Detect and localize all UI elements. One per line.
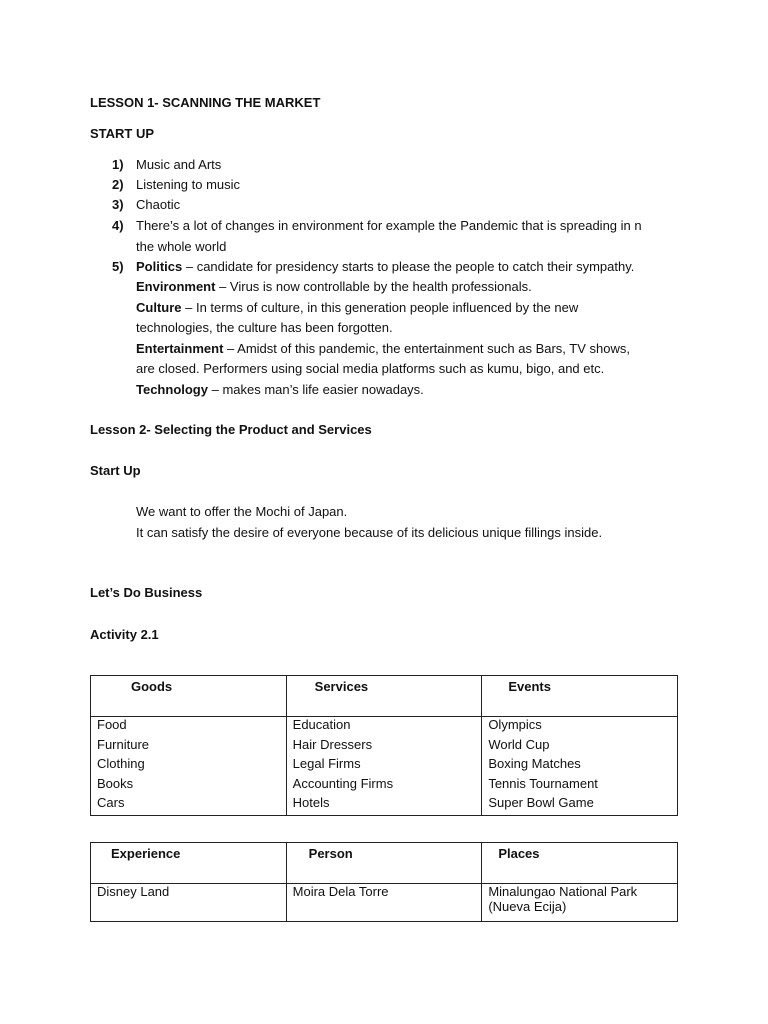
table-cell: Furniture [91,737,287,757]
table-cell: Moira Dela Torre [286,884,482,922]
technology-line [136,382,424,398]
lesson2-startup-heading: Start Up [90,463,141,478]
culture-label: Culture [136,300,182,315]
table-cell: Legal Firms [286,756,482,776]
table-cell: Boxing Matches [482,756,678,776]
table-cell: Food [91,717,287,737]
table-cell: World Cup [482,737,678,757]
table-cell: Education [286,717,482,737]
list-item: Chaotic [136,197,181,212]
table-cell-places [482,884,678,922]
table-header-row [91,676,678,717]
environment-line [136,279,532,295]
table-cell: Hotels [286,795,482,815]
table-cell: Accounting Firms [286,776,482,796]
list-number: 1) [112,157,124,172]
table-cell: Clothing [91,756,287,776]
lesson1-title: LESSON 1- SCANNING THE MARKET [90,95,321,110]
entertainment-line [136,341,630,357]
place-location: (Nueva Ecija) [488,899,567,914]
place-name: Minalungao National Park [488,884,638,899]
table-cell: Books [91,776,287,796]
politics-text: – candidate for presidency starts to please the people to catch their sympathy. [182,259,635,274]
list-number: 2) [112,177,124,192]
environment-label: Environment [136,279,216,294]
table-row [91,795,678,815]
table-cell: Hair Dressers [286,737,482,757]
lesson2-title: Lesson 2- Selecting the Product and Services [90,422,372,437]
header-goods: Goods [91,676,287,717]
list-item-continuation: the whole world [136,239,227,254]
header-services: Services [286,676,482,717]
environment-text: – Virus is now controllable by the health professionals. [215,279,532,294]
lesson1-startup-heading: START UP [90,126,155,141]
entertainment-text: – Amidst of this pandemic, the entertainment such as Bars, TV shows, [223,341,630,356]
list-item: There’s a lot of changes in environment for example the Pandemic that is spreading in n [136,218,642,233]
list-number: 5) [112,259,124,274]
table-cell: Disney Land [91,884,287,922]
lets-do-business-heading: Let’s Do Business [90,585,203,600]
paragraph: We want to offer the Mochi of Japan. [136,504,348,519]
activity-table-experience-person-places [90,842,678,922]
header-places: Places [482,843,678,884]
entertainment-continuation: are closed. Performers using social media platforms such as kumu, bigo, and etc. [136,361,605,376]
table-row [91,884,678,922]
paragraph: It can satisfy the desire of everyone because of its delicious unique fillings inside. [136,525,603,540]
table-row [91,737,678,757]
table-cell: Super Bowl Game [482,795,678,815]
header-events: Events [482,676,678,717]
activity-heading: Activity 2.1 [90,627,159,642]
list-number: 4) [112,218,124,233]
table-cell: Cars [91,795,287,815]
table-row [91,756,678,776]
table-header-row [91,843,678,884]
culture-text: – In terms of culture, in this generation people influenced by the new [181,300,579,315]
table-row [91,717,678,737]
technology-text: – makes man’s life easier nowadays. [207,382,424,397]
header-experience: Experience [91,843,287,884]
entertainment-label: Entertainment [136,341,224,356]
table-cell: Olympics [482,717,678,737]
list-number: 3) [112,197,124,212]
culture-continuation: technologies, the culture has been forgotten. [136,320,393,335]
table-cell: Tennis Tournament [482,776,678,796]
header-person: Person [286,843,482,884]
table-row [91,776,678,796]
culture-line [136,300,578,316]
list-item: Listening to music [136,177,241,192]
technology-label: Technology [136,382,208,397]
politics-label: Politics [136,259,183,274]
politics-line [136,259,634,275]
activity-table-goods-services-events [90,675,678,816]
list-item: Music and Arts [136,157,222,172]
